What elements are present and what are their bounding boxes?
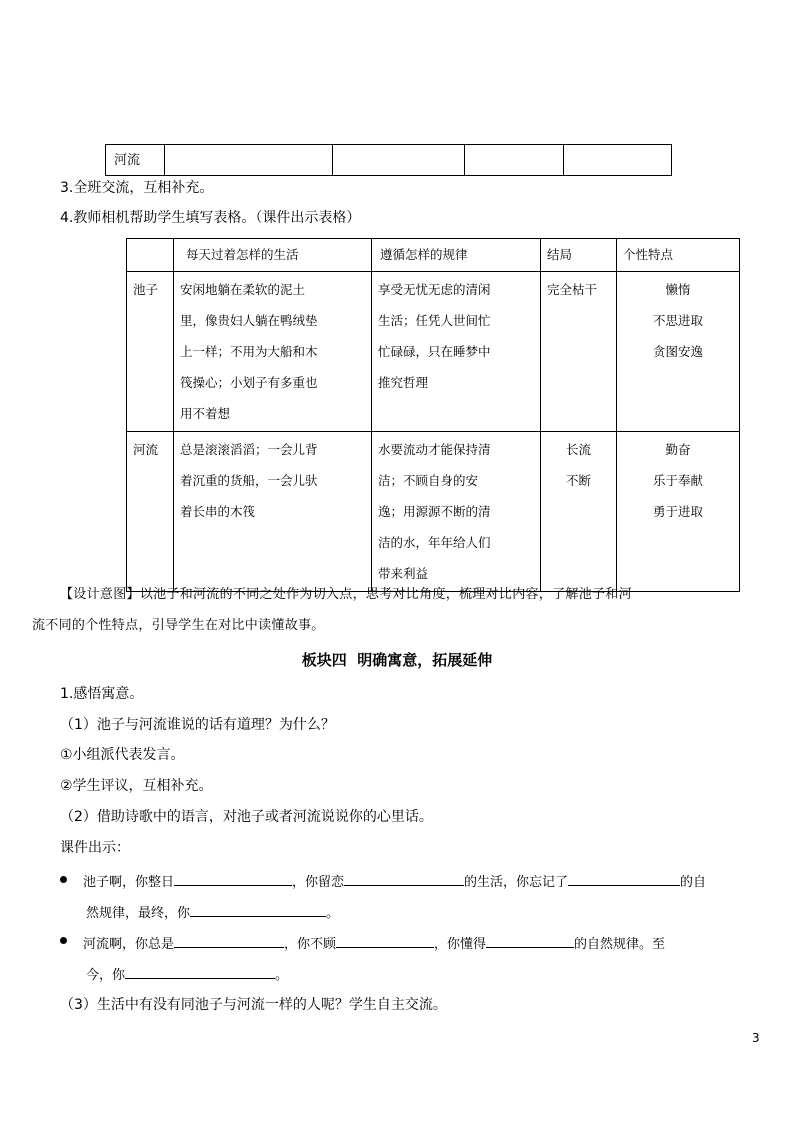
life-cell: 总是滚滚滔滔；一会儿背 着沉重的货船，一会儿驮 着长串的木筏 [174, 432, 372, 592]
empty-cell [165, 145, 333, 176]
row-name-cell: 河流 [127, 432, 174, 592]
blank[interactable] [125, 963, 275, 979]
blank[interactable] [174, 870, 292, 886]
step-3: 3.全班交流，互相补充。 [60, 180, 214, 196]
trait-cell: 勤奋 乐于奉献 勇于进取 [617, 432, 740, 592]
empty-cell [333, 145, 465, 176]
header-empty [127, 239, 174, 272]
item-1: 1.感悟寓意。 [60, 686, 144, 702]
empty-cell [564, 145, 672, 176]
ending-cell: 长流 不断 [541, 432, 617, 592]
item-2: （1）池子与河流谁说的话有道理？为什么？ [60, 717, 335, 733]
item-6: 课件出示： [60, 840, 130, 856]
blank[interactable] [344, 870, 464, 886]
row-label: 河流 [114, 153, 141, 168]
header-rule: 遵循怎样的规律 [372, 239, 541, 272]
header-row [127, 239, 740, 272]
comparison-table [126, 238, 740, 592]
blank[interactable] [568, 870, 680, 886]
table-row [127, 272, 740, 432]
empty-cell [465, 145, 564, 176]
header-trait: 个性特点 [617, 239, 740, 272]
bullet-icon [60, 937, 67, 944]
header-life: 每天过着怎样的生活 [174, 239, 372, 272]
blank[interactable] [190, 901, 326, 917]
ending-cell: 完全枯干 [541, 272, 617, 432]
fill-1-line-1: 池子啊，你整日 ，你留恋 的生活，你忘记了 的自 [83, 870, 706, 893]
table-row [127, 432, 740, 592]
blank[interactable] [336, 932, 434, 948]
blank[interactable] [174, 932, 284, 948]
header-ending: 结局 [541, 239, 617, 272]
item-7: （3）生活中有没有同池子与河流一样的人呢？学生自主交流。 [60, 997, 447, 1013]
life-cell: 安闲地躺在柔软的泥土 里，像贵妇人躺在鸭绒垫 上一样；不用为大船和木 筏操心；小划子有多重也 用不着想 [174, 272, 372, 432]
section-title: 板块四 明确寓意，拓展延伸 [301, 651, 493, 669]
fill-1-line-2: 然规律，最终，你 。 [86, 901, 339, 924]
item-4: ②学生评议，互相补充。 [60, 778, 213, 794]
item-5: （2）借助诗歌中的语言，对池子或者河流说说你的心里话。 [60, 809, 433, 825]
rule-cell: 水要流动才能保持清 洁；不顾自身的安 逸；用源源不断的清 洁的水，年年给人们 带来利益 [372, 432, 541, 592]
fill-2-line-1: 河流啊，你总是 ，你不顾 ，你懂得 的自然规律。至 [83, 932, 665, 955]
design-intent-line-1: 【设计意图】以池子和河流的不同之处作为切入点，思考对比角度，梳理对比内容，了解池子和河 [60, 587, 632, 602]
row-label-cell [106, 145, 165, 176]
bullet-icon [60, 876, 67, 883]
page-number: 3 [752, 1031, 760, 1045]
table-row [106, 145, 672, 176]
trait-cell: 懒惰 不思进取 贪图安逸 [617, 272, 740, 432]
item-3: ①小组派代表发言。 [60, 747, 185, 763]
top-table [105, 144, 672, 176]
row-name-cell: 池子 [127, 272, 174, 432]
design-intent-line-2: 流不同的个性特点，引导学生在对比中读懂故事。 [32, 618, 325, 633]
fill-2-line-2: 今，你 。 [86, 963, 288, 986]
rule-cell: 享受无忧无虑的清闲 生活；任凭人世间忙 忙碌碌，只在睡梦中 推究哲理 [372, 272, 541, 432]
blank[interactable] [486, 932, 574, 948]
step-4: 4.教师相机帮助学生填写表格。（课件出示表格） [60, 210, 361, 226]
